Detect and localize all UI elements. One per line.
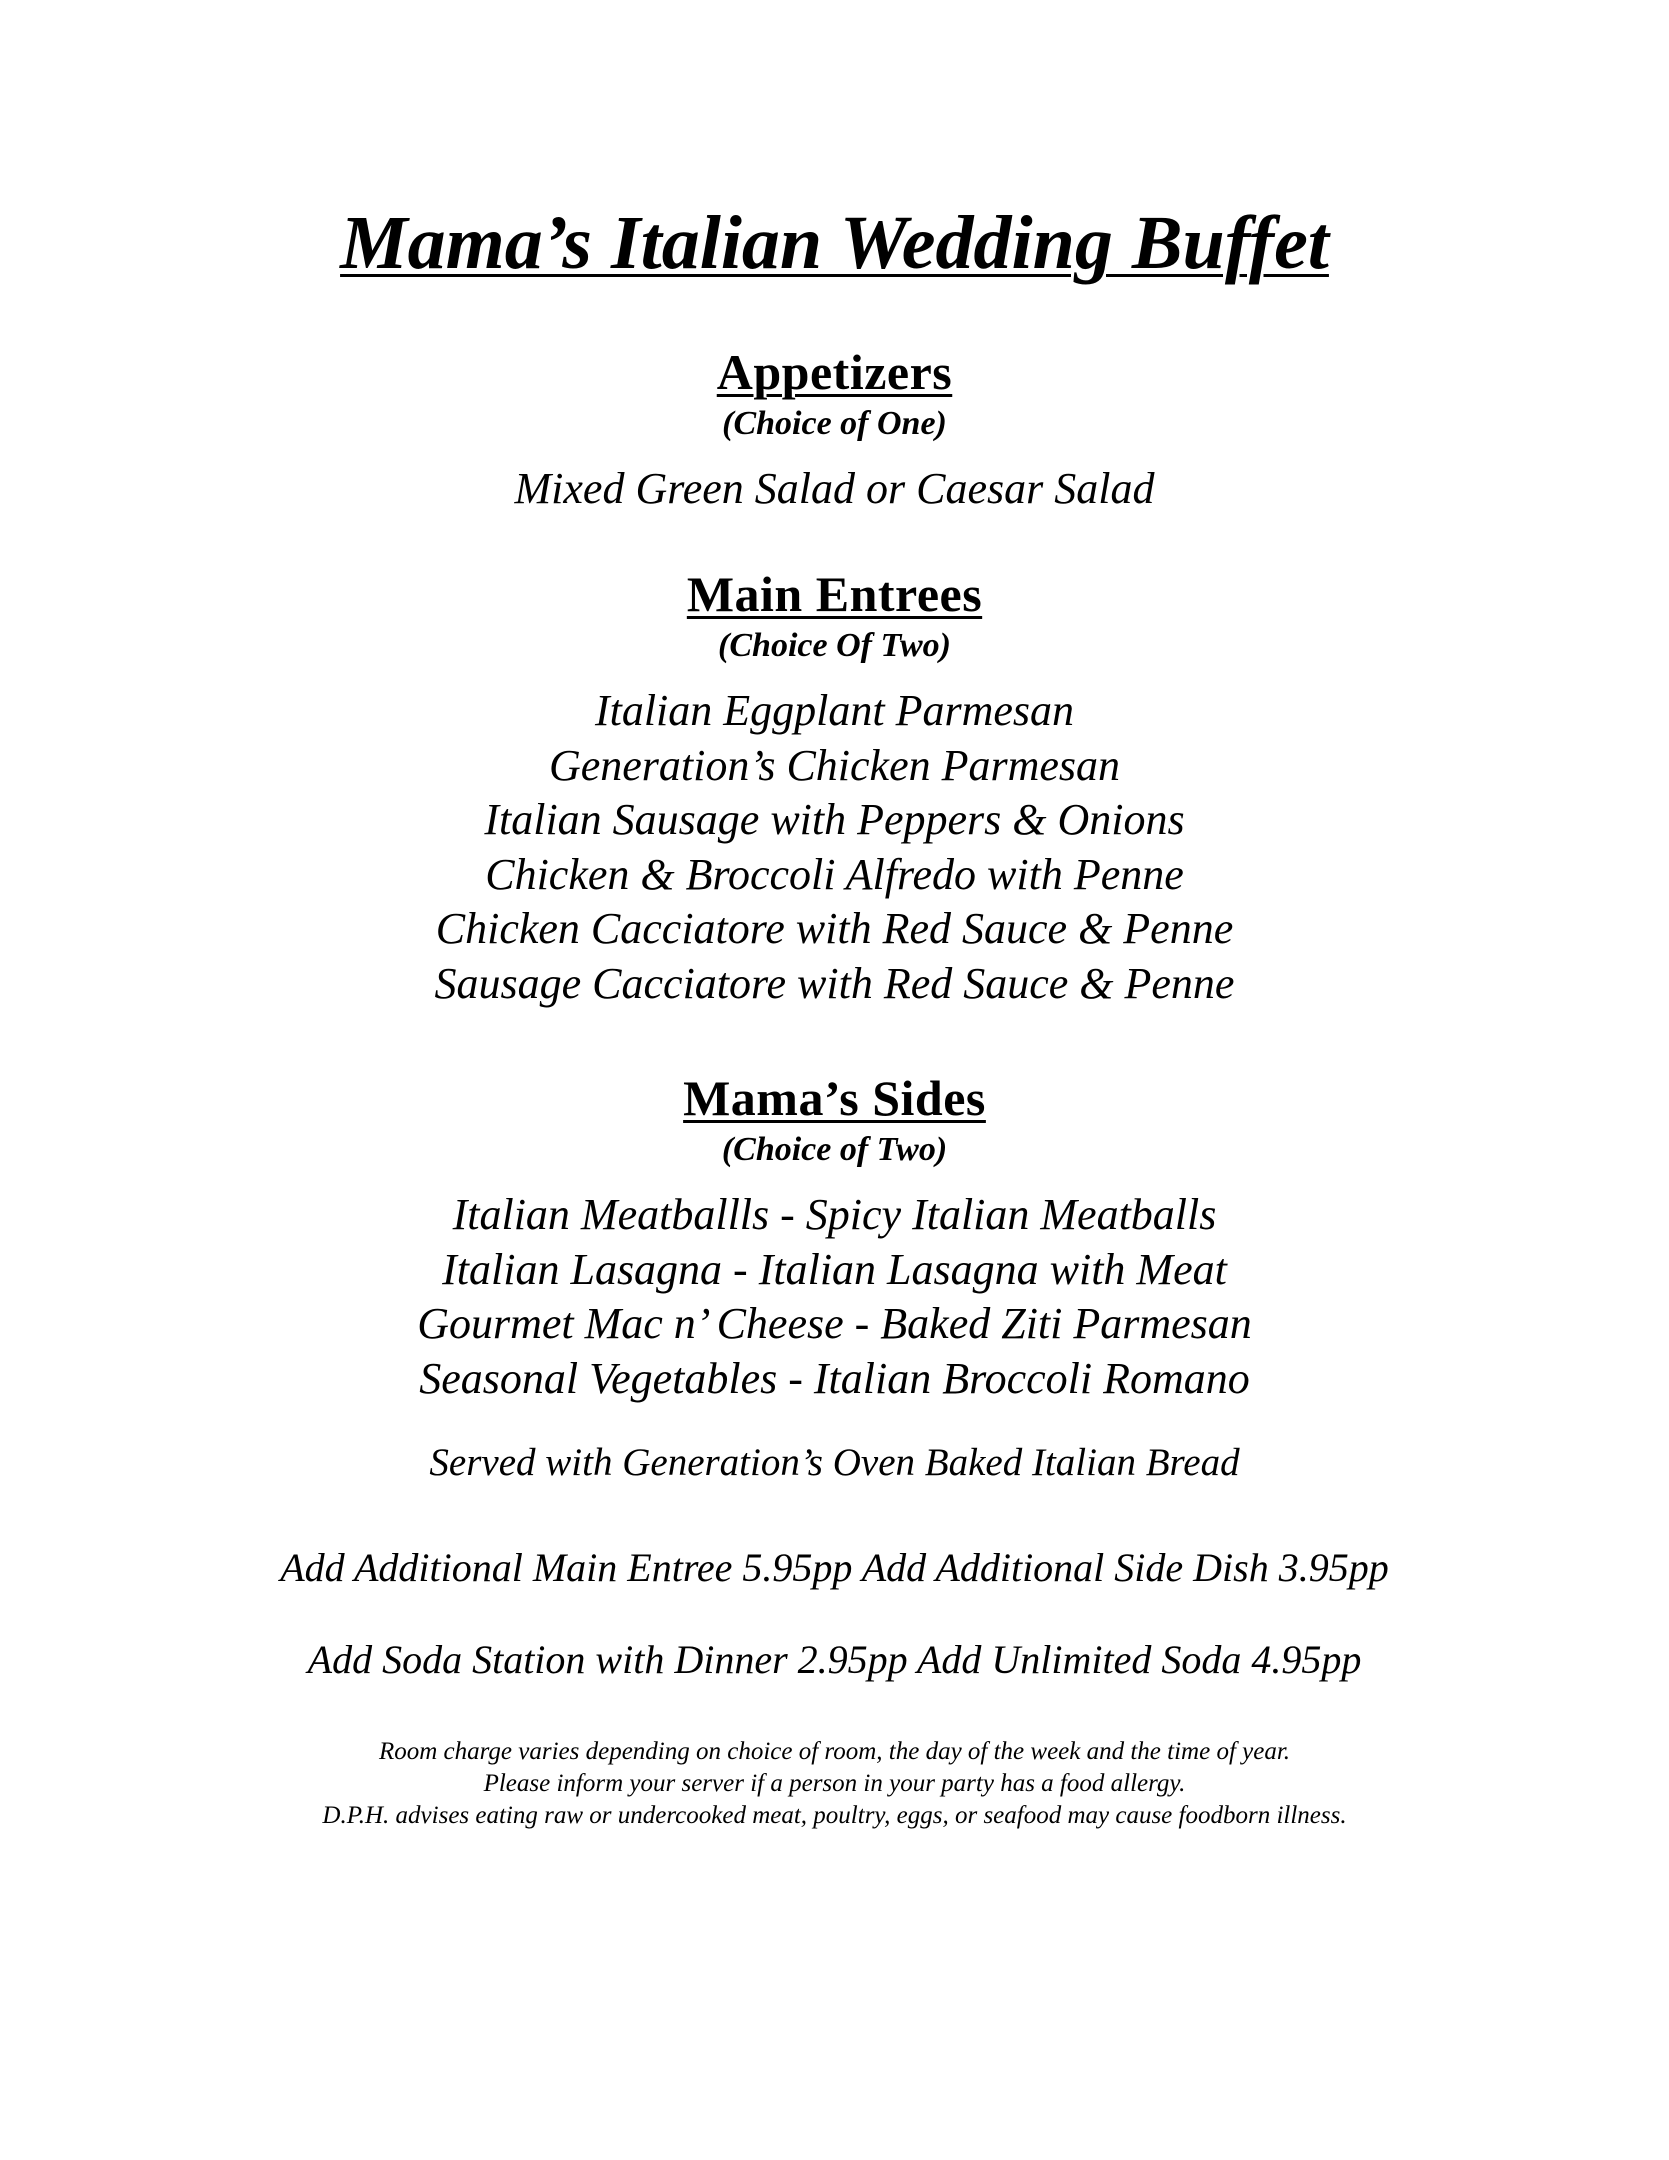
- list-item: Chicken & Broccoli Alfredo with Penne: [485, 849, 1184, 899]
- fine-print: [0, 1736, 1669, 1832]
- list-item: Seasonal Vegetables - Italian Broccoli Romano: [419, 1353, 1250, 1403]
- fine-print-line: Room charge varies depending on choice of room, the day of the week and the time of year.: [378, 1738, 1291, 1765]
- sides-heading: Mama’s Sides: [683, 1070, 986, 1126]
- list-item: Mixed Green Salad or Caesar Salad: [514, 464, 1155, 513]
- list-item: Gourmet Mac n’ Cheese - Baked Ziti Parmesan: [417, 1299, 1252, 1348]
- main-entrees-list: [0, 684, 1669, 1011]
- fine-print-line: Please inform your server if a person in your party has a food allergy.: [483, 1770, 1186, 1797]
- appetizers-heading: Appetizers: [716, 344, 953, 400]
- list-item: Generation’s Chicken Parmesan: [548, 740, 1121, 790]
- main-entrees-choice: (Choice Of Two): [718, 627, 951, 664]
- list-item: Sausage Cacciatore with Red Sauce & Penne: [434, 958, 1235, 1008]
- sides-choice: (Choice of Two): [721, 1131, 948, 1168]
- addon-line-2: Add Soda Station with Dinner 2.95pp Add Unlimited Soda 4.95pp: [307, 1637, 1362, 1682]
- list-item: Italian Lasagna - Italian Lasagna with Meat: [442, 1244, 1227, 1294]
- appetizers-list: [0, 462, 1669, 517]
- fine-print-line: D.P.H. advises eating raw or undercooked meat, poultry, eggs, or seafood may cause foodborn illness.: [322, 1802, 1347, 1829]
- appetizers-choice: (Choice of One): [722, 405, 947, 442]
- sides-list: [0, 1188, 1669, 1406]
- list-item: Chicken Cacciatore with Red Sauce & Penne: [435, 904, 1234, 953]
- list-item: Italian Meatballls - Spicy Italian Meatballs: [452, 1190, 1217, 1239]
- menu-title: Mama’s Italian Wedding Buffet: [340, 201, 1329, 285]
- list-item: Italian Sausage with Peppers & Onions: [484, 795, 1185, 844]
- main-entrees-heading: Main Entrees: [686, 566, 983, 622]
- list-item: Italian Eggplant Parmesan: [594, 686, 1075, 735]
- bread-note: Served with Generation’s Oven Baked Italian Bread: [429, 1441, 1240, 1484]
- addon-line-1: Add Additional Main Entree 5.95pp Add Additional Side Dish 3.95pp: [280, 1545, 1389, 1590]
